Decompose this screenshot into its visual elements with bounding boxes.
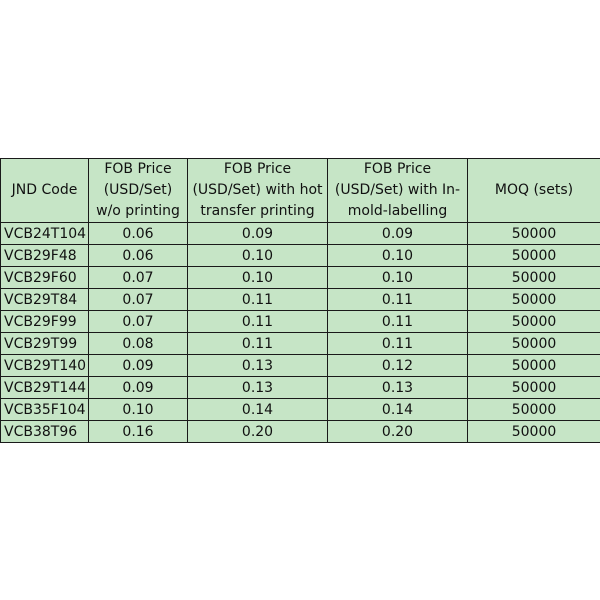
- cell-jnd-code: VCB29F99: [1, 311, 89, 333]
- table-row: [1, 355, 600, 377]
- cell-price-no-printing: 0.09: [89, 377, 188, 399]
- cell-price-in-mold: 0.12: [328, 355, 468, 377]
- cell-price-no-printing: 0.07: [89, 267, 188, 289]
- header-fob-price-hot-transfer: FOB Price (USD/Set) with hot transfer printing: [188, 159, 328, 223]
- cell-price-hot-transfer: 0.13: [188, 377, 328, 399]
- cell-price-hot-transfer: 0.14: [188, 399, 328, 421]
- cell-jnd-code: VCB29T84: [1, 289, 89, 311]
- cell-moq: 50000: [468, 311, 600, 333]
- header-fob-price-in-mold-labelling: FOB Price (USD/Set) with In- mold-labelling: [328, 159, 468, 223]
- cell-moq: 50000: [468, 355, 600, 377]
- cell-price-no-printing: 0.10: [89, 399, 188, 421]
- table-row: [1, 289, 600, 311]
- cell-jnd-code: VCB29T140: [1, 355, 89, 377]
- cell-price-in-mold: 0.14: [328, 399, 468, 421]
- cell-price-no-printing: 0.08: [89, 333, 188, 355]
- cell-price-no-printing: 0.06: [89, 223, 188, 245]
- table-row: [1, 333, 600, 355]
- cell-price-in-mold: 0.10: [328, 245, 468, 267]
- header-fob-price-no-printing: FOB Price (USD/Set) w/o printing: [89, 159, 188, 223]
- header-moq: MOQ (sets): [468, 159, 600, 223]
- table-row: [1, 267, 600, 289]
- cell-moq: 50000: [468, 267, 600, 289]
- cell-price-hot-transfer: 0.11: [188, 311, 328, 333]
- cell-moq: 50000: [468, 377, 600, 399]
- cell-price-hot-transfer: 0.10: [188, 245, 328, 267]
- cell-moq: 50000: [468, 421, 600, 443]
- cell-price-hot-transfer: 0.11: [188, 333, 328, 355]
- price-table: [0, 158, 600, 443]
- cell-jnd-code: VCB38T96: [1, 421, 89, 443]
- cell-price-hot-transfer: 0.10: [188, 267, 328, 289]
- price-table-container: [0, 158, 600, 443]
- table-row: [1, 245, 600, 267]
- cell-price-no-printing: 0.06: [89, 245, 188, 267]
- cell-price-hot-transfer: 0.11: [188, 289, 328, 311]
- cell-price-no-printing: 0.07: [89, 289, 188, 311]
- cell-moq: 50000: [468, 333, 600, 355]
- cell-price-in-mold: 0.20: [328, 421, 468, 443]
- cell-jnd-code: VCB24T104: [1, 223, 89, 245]
- header-jnd-code: JND Code: [1, 159, 89, 223]
- table-row: [1, 377, 600, 399]
- header-row: [1, 159, 600, 223]
- cell-moq: 50000: [468, 245, 600, 267]
- cell-price-no-printing: 0.07: [89, 311, 188, 333]
- cell-price-hot-transfer: 0.20: [188, 421, 328, 443]
- cell-price-no-printing: 0.16: [89, 421, 188, 443]
- table-row: [1, 421, 600, 443]
- cell-price-in-mold: 0.13: [328, 377, 468, 399]
- cell-jnd-code: VCB35F104: [1, 399, 89, 421]
- cell-jnd-code: VCB29F48: [1, 245, 89, 267]
- cell-price-in-mold: 0.11: [328, 289, 468, 311]
- cell-price-in-mold: 0.10: [328, 267, 468, 289]
- cell-price-hot-transfer: 0.09: [188, 223, 328, 245]
- cell-price-hot-transfer: 0.13: [188, 355, 328, 377]
- cell-moq: 50000: [468, 399, 600, 421]
- cell-moq: 50000: [468, 223, 600, 245]
- cell-jnd-code: VCB29T144: [1, 377, 89, 399]
- cell-price-in-mold: 0.09: [328, 223, 468, 245]
- cell-price-in-mold: 0.11: [328, 311, 468, 333]
- cell-jnd-code: VCB29F60: [1, 267, 89, 289]
- cell-price-in-mold: 0.11: [328, 333, 468, 355]
- cell-price-no-printing: 0.09: [89, 355, 188, 377]
- table-row: [1, 223, 600, 245]
- table-row: [1, 311, 600, 333]
- cell-moq: 50000: [468, 289, 600, 311]
- table-row: [1, 399, 600, 421]
- cell-jnd-code: VCB29T99: [1, 333, 89, 355]
